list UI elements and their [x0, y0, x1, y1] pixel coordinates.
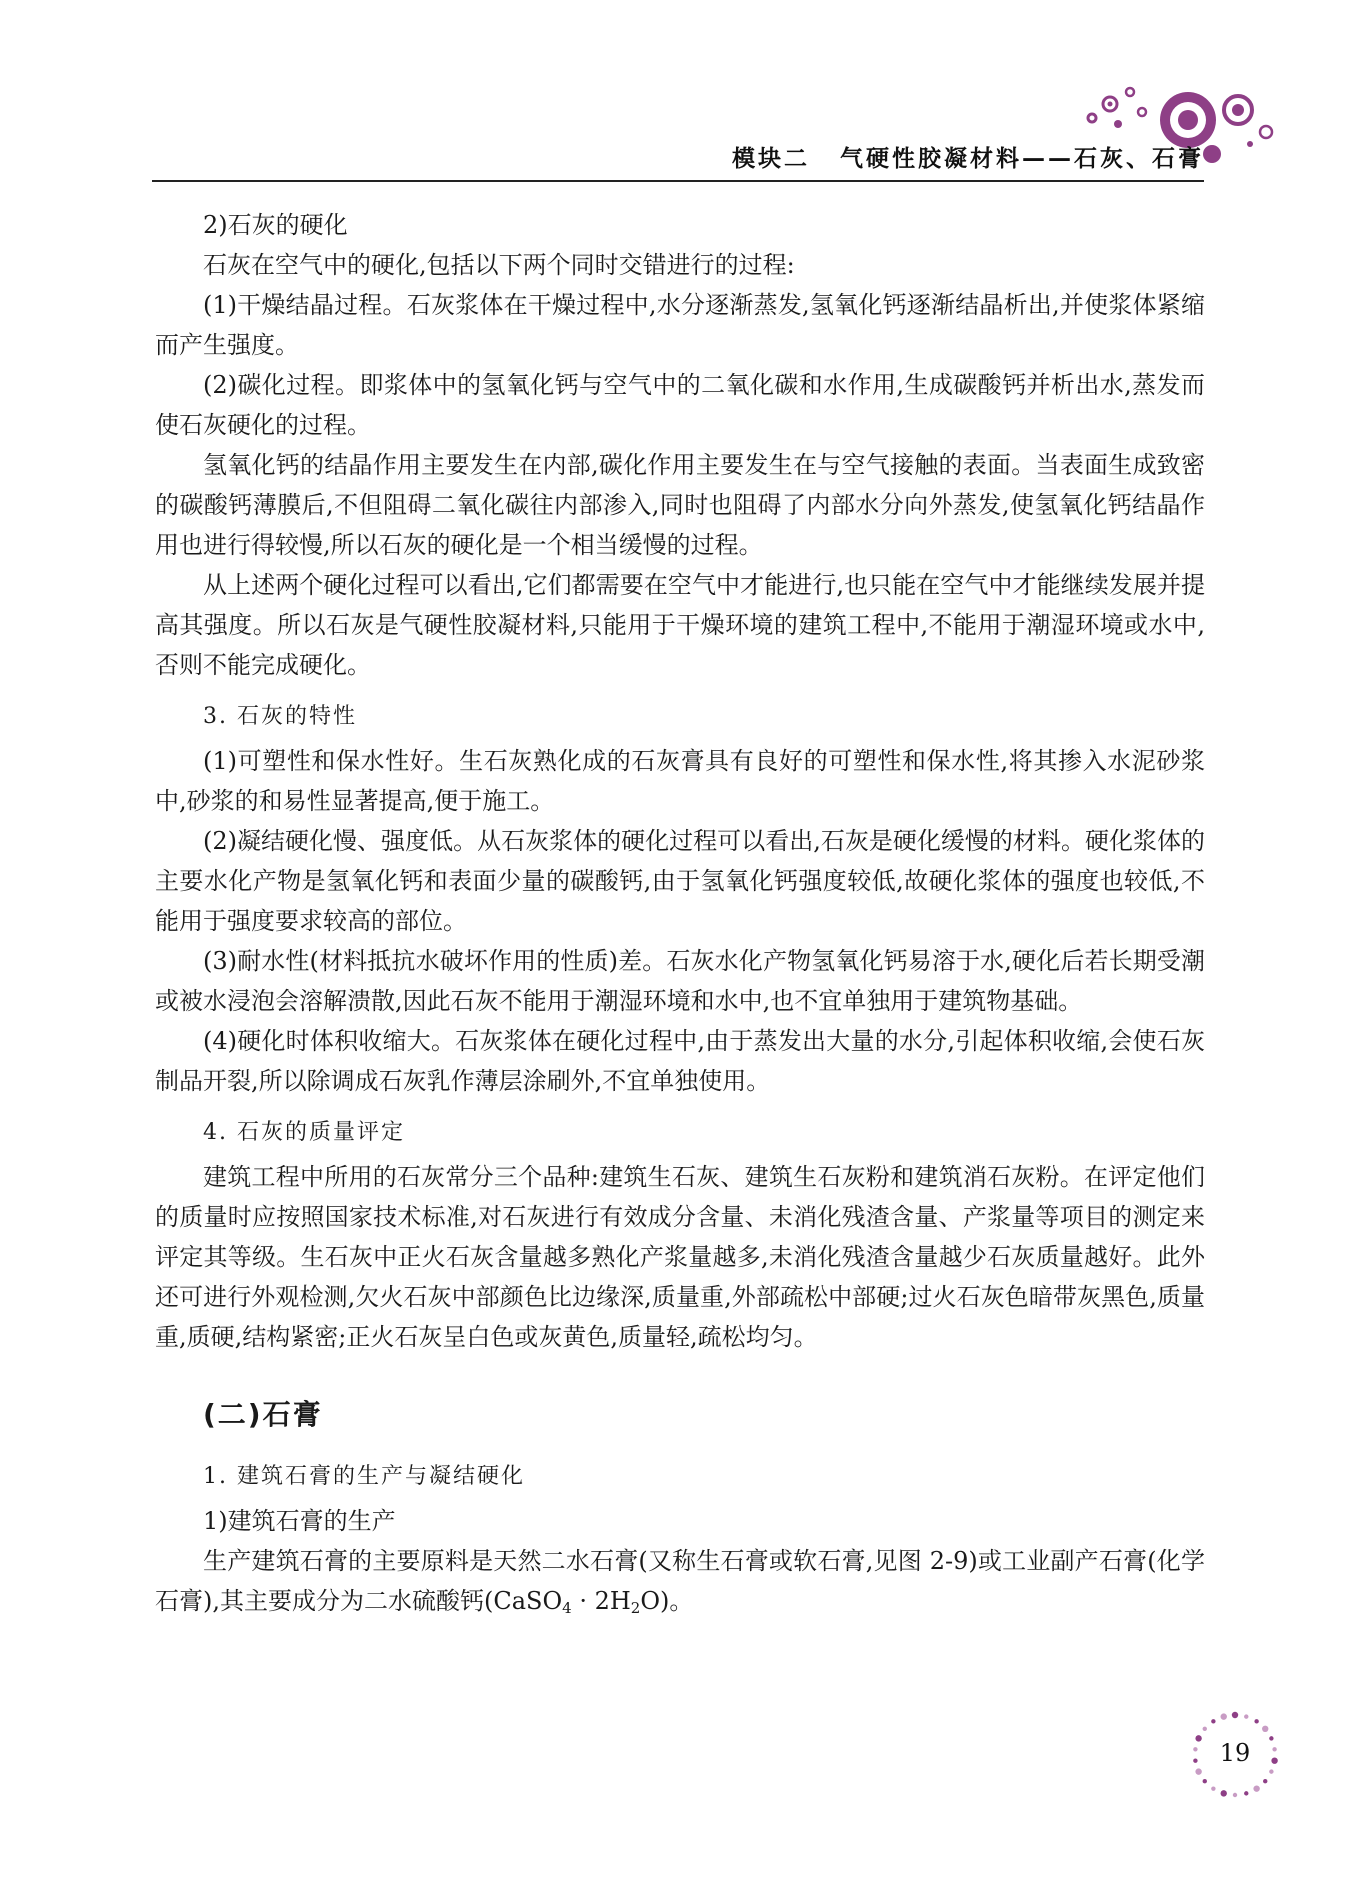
- header-divider: [152, 180, 1204, 182]
- paragraph: 氢氧化钙的结晶作用主要发生在内部,碳化作用主要发生在与空气接触的表面。当表面生成致密的碳酸钙薄膜后,不但阻碍二氧化碳往内部渗入,同时也阻碍了内部水分向外蒸发,使氢氧化钙结晶作用也进行得较慢,所以石灰的硬化是一个相当缓慢的过程。: [155, 451, 1205, 559]
- paragraph: (1)干燥结晶过程。石灰浆体在干燥过程中,水分逐渐蒸发,氢氧化钙逐渐结晶析出,并使浆体紧缩而产生强度。: [155, 291, 1205, 359]
- page-content: [155, 205, 1205, 1628]
- subscript: 4: [562, 1599, 572, 1617]
- ring-dot: [1233, 1793, 1237, 1797]
- paragraph: (2)凝结硬化慢、强度低。从石灰浆体的硬化过程可以看出,石灰是硬化缓慢的材料。硬化浆体的主要水化产物是氢氧化钙和表面少量的碳酸钙,由于氢氧化钙强度较低,故硬化浆体的强度也较低,不能用于强度要求较高的部位。: [155, 827, 1205, 935]
- paragraph: (1)可塑性和保水性好。生石灰熟化成的石灰膏具有良好的可塑性和保水性,将其掺入水泥砂浆中,砂浆的和易性显著提高,便于施工。: [155, 747, 1205, 815]
- ring-dot: [1269, 1769, 1273, 1773]
- heading-lime-properties: 3. 石灰的特性: [203, 704, 357, 729]
- ring-dot: [1211, 1719, 1215, 1723]
- ring-dot: [1262, 1726, 1268, 1732]
- ring-dot: [1244, 1714, 1248, 1718]
- subheading-lime-hardening: 2)石灰的硬化: [203, 211, 348, 239]
- running-header: [152, 140, 1204, 173]
- ring-dot: [1263, 1779, 1267, 1783]
- header-module: 模块二: [732, 146, 810, 172]
- subscript: 2: [630, 1599, 641, 1617]
- ring-dot: [1211, 1786, 1215, 1790]
- paragraph: 从上述两个硬化过程可以看出,它们都需要在空气中才能进行,也只能在空气中才能继续发展并提高其强度。所以石灰是气硬性胶凝材料,只能用于干燥环境的建筑工程中,不能用于潮湿环境或水中,否则不能完成硬化。: [155, 571, 1205, 679]
- text: · 2H: [571, 1587, 631, 1615]
- ring-dot: [1244, 1791, 1248, 1795]
- paragraph: 建筑工程中所用的石灰常分三个品种:建筑生石灰、建筑生石灰粉和建筑消石灰粉。在评定他们的质量时应按照国家技术标准,对石灰进行有效成分含量、未消化残渣含量、产浆量等项目的测定来评定其等级。生石灰中正火石灰含量越多熟化产浆量越多,未消化残渣含量越少石灰质量越好。此外还可进行外观检测,欠火石灰中部颜色比边缘深,质量重,外部疏松中部硬;过火石灰色暗带灰黑色,质量重,质硬,结构紧密;正火石灰呈白色或灰黄色,质量轻,疏松均匀。: [155, 1163, 1205, 1351]
- ring-dot: [1195, 1768, 1201, 1774]
- ring-dot: [1203, 1779, 1207, 1783]
- paragraph: (3)耐水性(材料抵抗水破坏作用的性质)差。石灰水化产物氢氧化钙易溶于水,硬化后若长期受潮或被水浸泡会溶解溃散,因此石灰不能用于潮湿环境和水中,也不宜单独用于建筑物基础。: [155, 947, 1205, 1015]
- ring-dot: [1254, 1719, 1258, 1723]
- ring-dot: [1253, 1785, 1259, 1791]
- page-number: 19: [1219, 1739, 1251, 1767]
- ring-dot: [1203, 1727, 1207, 1731]
- text: O)。: [640, 1587, 694, 1615]
- ring-dot: [1232, 1712, 1238, 1718]
- paragraph-gypsum-materials: [155, 1541, 1205, 1628]
- paragraph: (4)硬化时体积收缩大。石灰浆体在硬化过程中,由于蒸发出大量的水分,引起体积收缩,会使石灰制品开裂,所以除调成石灰乳作薄层涂刷外,不宜单独使用。: [155, 1027, 1205, 1095]
- ring-dot: [1221, 1713, 1227, 1719]
- subheading-gypsum-production: 1)建筑石膏的生产: [203, 1507, 396, 1535]
- text: 生产建筑石膏的主要原料是天然二水石膏(又称生石膏或软石膏,见图 2-9)或工业副产石膏(化学石膏),其主要成分为二水硫酸钙(CaSO: [155, 1547, 1205, 1615]
- heading-lime-quality: 4. 石灰的质量评定: [203, 1120, 405, 1145]
- section-heading-gypsum: (二)石膏: [203, 1398, 323, 1431]
- paragraph: (2)碳化过程。即浆体中的氢氧化钙与空气中的二氧化碳和水作用,生成碳酸钙并析出水,蒸发而使石灰硬化的过程。: [155, 371, 1205, 439]
- paragraph: 石灰在空气中的硬化,包括以下两个同时交错进行的过程:: [203, 251, 795, 279]
- ring-dot: [1221, 1790, 1227, 1796]
- heading-gypsum-production-hardening: 1. 建筑石膏的生产与凝结硬化: [203, 1464, 525, 1489]
- header-title: 气硬性胶凝材料——石灰、石膏: [840, 146, 1204, 172]
